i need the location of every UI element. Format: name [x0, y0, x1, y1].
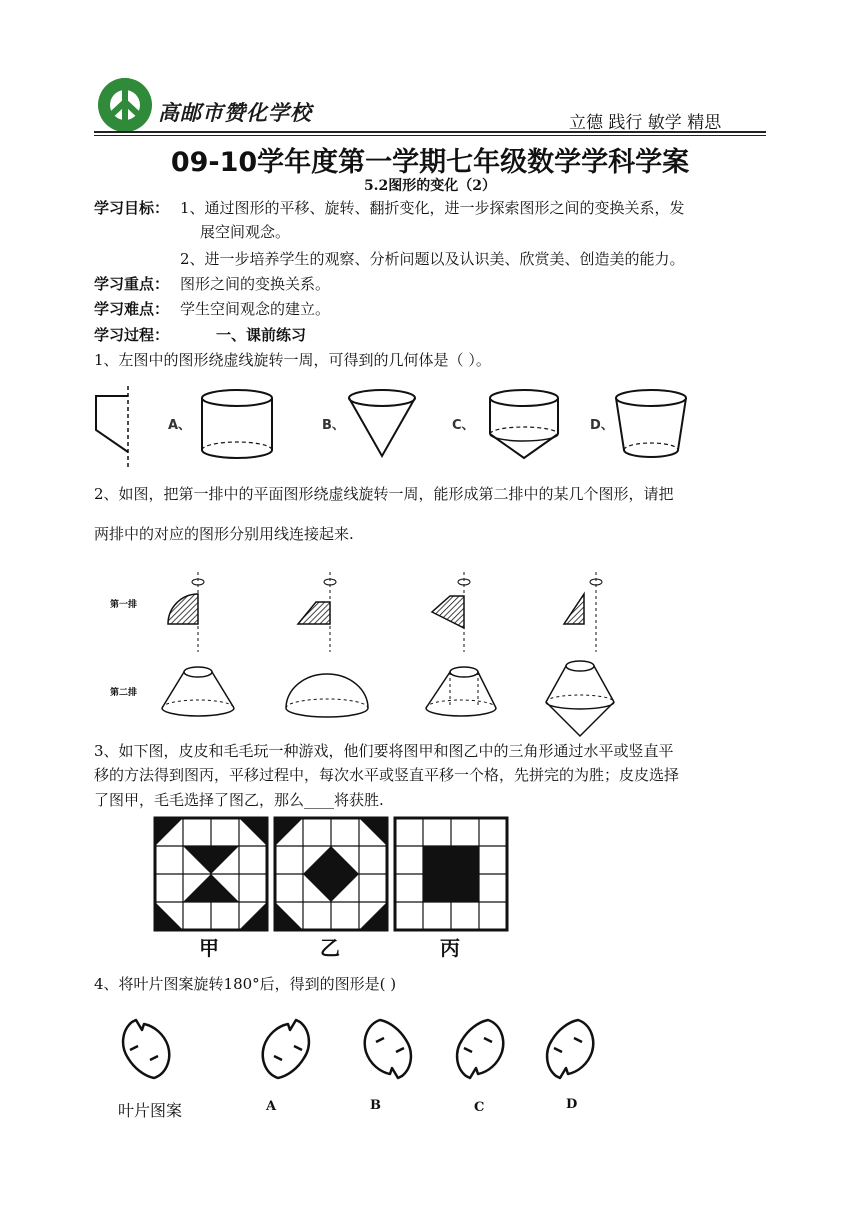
q4-leaf-option-c-icon	[452, 1016, 508, 1082]
q4-caption-a: A	[266, 1099, 277, 1114]
question-2-line-2: 两排中的对应的图形分别用线连接起来.	[94, 525, 354, 543]
q1-option-a-cylinder	[200, 388, 274, 460]
q2-row2-solid-frustum	[158, 664, 238, 724]
school-logo-icon	[94, 76, 156, 134]
difficulty-label: 学习难点：	[94, 300, 170, 318]
q3-caption-bing: 丙	[440, 936, 460, 960]
question-3-line-3: 了图甲，毛毛选择了图乙，那么____将获胜.	[94, 791, 384, 809]
q3-grid-jia	[155, 818, 267, 930]
key-point-label: 学习重点：	[94, 275, 170, 293]
q1-option-d-frustum	[614, 388, 688, 460]
goal-1-line-2: 展空间观念。	[200, 223, 291, 241]
q4-caption-d: D	[566, 1097, 578, 1112]
q4-caption-original: 叶片图案	[118, 1101, 183, 1120]
q2-row1-figure-trapezoid	[292, 572, 352, 652]
q3-caption-yi: 乙	[320, 936, 340, 960]
q1-option-c-cylinder-cone	[488, 388, 560, 460]
question-3-line-1: 3、如下图，皮皮和毛毛玩一种游戏，他们要将图甲和图乙中的三角形通过水平或竖直平	[94, 742, 674, 760]
question-1-text: 1、左图中的图形绕虚线旋转一周，可得到的几何体是（ ）。	[94, 351, 491, 369]
header-rule	[94, 131, 766, 133]
process-label: 学习过程：	[94, 326, 170, 344]
section-1-heading: 一、课前练习	[216, 326, 307, 344]
q2-row1-figure-triangle	[556, 572, 616, 652]
key-point-text: 图形之间的变换关系。	[180, 275, 331, 293]
q4-leaf-original-icon	[118, 1016, 174, 1082]
q2-row-2-label: 第二排	[110, 688, 138, 698]
q2-row1-figure-quarter-circle	[160, 572, 220, 652]
page-title: 09-10学年度第一学期七年级数学学科学案	[170, 147, 690, 178]
q1-option-a-label: A、	[168, 418, 192, 433]
q2-row2-solid-hollow-frustum	[420, 660, 500, 724]
q1-option-b-label: B、	[322, 418, 345, 433]
q4-leaf-option-a-icon	[258, 1016, 314, 1082]
q4-caption-c: C	[474, 1100, 485, 1115]
q3-grid-bing	[395, 818, 507, 930]
goals-label: 学习目标：	[94, 199, 170, 217]
question-2-line-1: 2、如图，把第一排中的平面图形绕虚线旋转一周，能形成第二排中的某几个图形，请把	[94, 485, 674, 503]
page-subtitle: 5.2图形的变化（2）	[363, 178, 497, 194]
q2-row-1-label: 第一排	[110, 600, 138, 610]
q1-option-b-cone	[347, 388, 417, 458]
q1-option-c-label: C、	[452, 418, 475, 433]
goal-1-line-1: 1、通过图形的平移、旋转、翻折变化，进一步探索图形之间的变换关系，发	[180, 199, 685, 217]
q2-row1-figure-quadrilateral	[426, 572, 486, 652]
goal-2: 2、进一步培养学生的观察、分析问题以及认识美、欣赏美、创造美的能力。	[180, 250, 685, 268]
question-4-text: 4、将叶片图案旋转180°后，得到的图形是( )	[94, 975, 397, 993]
motto: 立德 践行 敏学 精思	[569, 113, 722, 133]
q2-row2-solid-hemisphere	[282, 670, 372, 720]
q1-option-d-label: D、	[590, 418, 614, 433]
school-name: 高邮市赞化学校	[158, 100, 312, 125]
q4-leaf-option-b-icon	[360, 1016, 416, 1082]
q4-leaf-option-d-icon	[542, 1016, 598, 1082]
question-3-line-2: 移的方法得到图丙，平移过程中，每次水平或竖直平移一个格，先拼完的为胜；皮皮选择	[94, 766, 680, 784]
q4-caption-b: B	[370, 1098, 381, 1113]
q1-source-figure	[88, 386, 138, 468]
q3-grid-yi	[275, 818, 387, 930]
header-rule-thin	[94, 135, 766, 136]
q3-caption-jia: 甲	[199, 936, 219, 960]
difficulty-text: 学生空间观念的建立。	[180, 300, 331, 318]
q2-row2-solid-double-cone	[544, 658, 616, 738]
